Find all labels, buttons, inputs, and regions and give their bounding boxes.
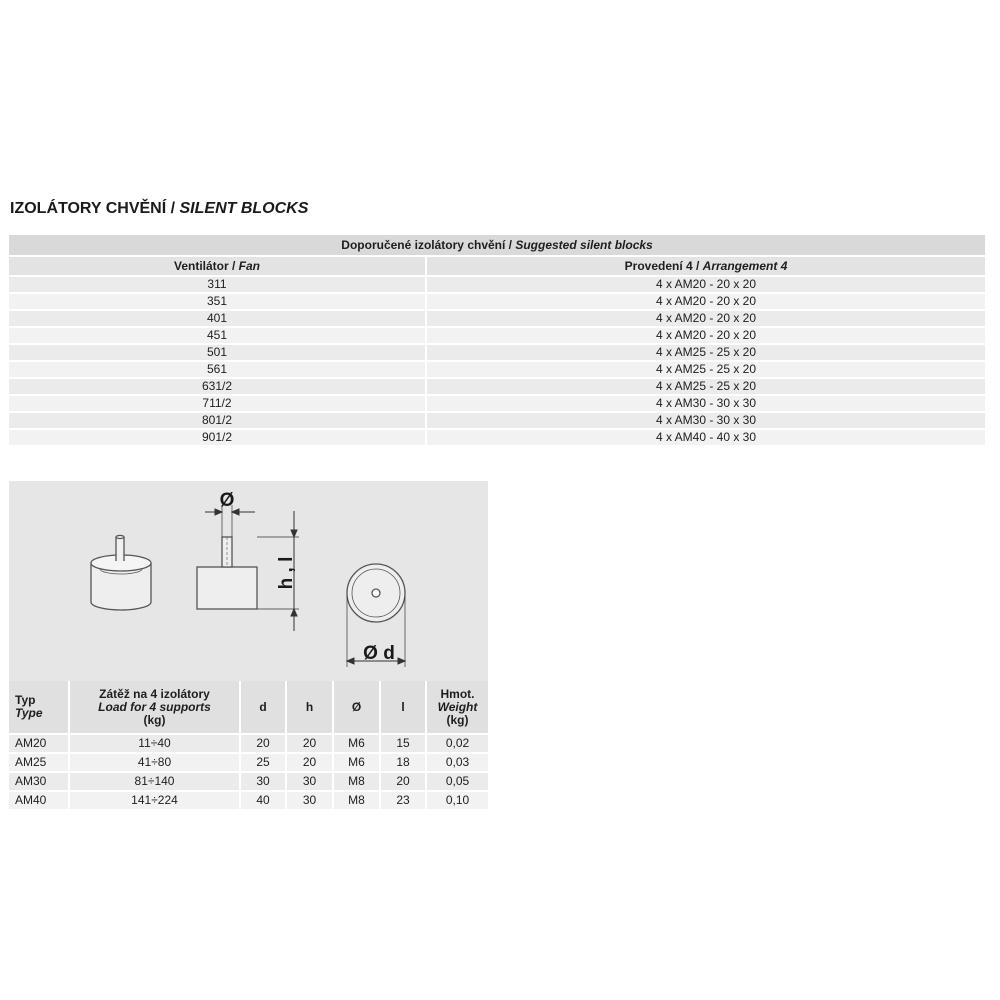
diameter-label: Ø <box>219 490 235 511</box>
column-header-l: l <box>381 681 427 733</box>
l-cell: 18 <box>381 752 427 771</box>
l-cell: 20 <box>381 771 427 790</box>
weight-cell: 0,10 <box>427 790 488 809</box>
column-header-fan <box>9 255 427 275</box>
side-view <box>197 537 257 609</box>
arrangement-cell: 4 x AM20 - 20 x 20 <box>427 275 985 292</box>
column-header-fan-text: Ventilátor / <box>173 259 239 273</box>
weight-cell: 0,02 <box>427 733 488 752</box>
table-row <box>9 326 985 343</box>
arrangement-cell: 4 x AM20 - 20 x 20 <box>427 326 985 343</box>
column-header-load <box>70 681 241 733</box>
table-row <box>9 360 985 377</box>
type-cell: AM30 <box>9 771 70 790</box>
column-header-load-en: Load for 4 supports <box>98 699 211 714</box>
silent-block-spec-table <box>9 681 488 809</box>
h-cell: 20 <box>287 733 334 752</box>
fan-cell: 311 <box>9 275 427 292</box>
load-cell: 41÷80 <box>70 752 241 771</box>
weight-cell: 0,05 <box>427 771 488 790</box>
fan-cell: 351 <box>9 292 427 309</box>
column-header-type-en: Type <box>15 706 43 720</box>
fan-cell: 501 <box>9 343 427 360</box>
column-header-diameter: Ø <box>334 681 381 733</box>
arrangement-cell: 4 x AM25 - 25 x 20 <box>427 377 985 394</box>
column-header-arrangement-text: Provedení 4 / <box>624 259 703 273</box>
top-view <box>347 564 405 622</box>
arrangement-cell: 4 x AM20 - 20 x 20 <box>427 309 985 326</box>
diameter-cell: M6 <box>334 733 381 752</box>
diameter-cell: M8 <box>334 790 381 809</box>
column-header-weight-unit: (kg) <box>446 712 469 727</box>
arrangement-cell: 4 x AM25 - 25 x 20 <box>427 360 985 377</box>
column-header-fan-italic: Fan <box>238 259 261 273</box>
silent-block-drawing <box>9 481 488 681</box>
load-cell: 11÷40 <box>70 733 241 752</box>
perspective-view <box>91 536 151 611</box>
table-row <box>9 292 985 309</box>
l-cell: 23 <box>381 790 427 809</box>
column-header-load-cz: Zátěž na 4 izolátory <box>99 686 210 701</box>
arrangement-cell: 4 x AM30 - 30 x 30 <box>427 394 985 411</box>
column-header-weight <box>427 681 488 733</box>
arrangement-cell: 4 x AM20 - 20 x 20 <box>427 292 985 309</box>
column-header-h: h <box>287 681 334 733</box>
diameter-cell: M6 <box>334 752 381 771</box>
table-row <box>9 343 985 360</box>
column-header-load-unit: (kg) <box>143 712 166 727</box>
arrangement-cell: 4 x AM40 - 40 x 30 <box>427 428 985 445</box>
d-cell: 25 <box>241 752 287 771</box>
fan-cell: 901/2 <box>9 428 427 445</box>
silent-block-drawing-panel <box>9 481 488 681</box>
column-header-arrangement-italic: Arrangement 4 <box>702 259 788 273</box>
load-cell: 81÷140 <box>70 771 241 790</box>
column-header-weight-en: Weight <box>437 699 478 714</box>
column-header-type-cz: Typ <box>15 693 36 707</box>
h-cell: 20 <box>287 752 334 771</box>
arrangement-cell: 4 x AM25 - 25 x 20 <box>427 343 985 360</box>
h-cell: 30 <box>287 771 334 790</box>
column-header-arrangement <box>427 255 985 275</box>
arrangement-cell: 4 x AM30 - 30 x 30 <box>427 411 985 428</box>
column-header-type <box>9 681 70 733</box>
table-row <box>9 394 985 411</box>
height-label: h , l <box>276 556 297 590</box>
fan-cell: 401 <box>9 309 427 326</box>
table-row <box>9 733 488 752</box>
table-row <box>9 771 488 790</box>
type-cell: AM25 <box>9 752 70 771</box>
page-title <box>10 200 308 218</box>
fan-cell: 451 <box>9 326 427 343</box>
page-title-italic: SILENT BLOCKS <box>179 200 309 217</box>
table-row <box>9 275 985 292</box>
d-cell: 40 <box>241 790 287 809</box>
table-caption-italic: Suggested silent blocks <box>515 238 653 252</box>
h-cell: 30 <box>287 790 334 809</box>
table-row <box>9 377 985 394</box>
suggested-silent-blocks-table <box>9 235 985 445</box>
diameter-d-label: Ø d <box>363 643 395 664</box>
table-caption <box>9 235 985 255</box>
table-row <box>9 790 488 809</box>
table-row <box>9 309 985 326</box>
type-cell: AM40 <box>9 790 70 809</box>
d-cell: 20 <box>241 733 287 752</box>
column-header-weight-cz: Hmot. <box>440 686 475 701</box>
type-cell: AM20 <box>9 733 70 752</box>
page-title-main: IZOLÁTORY CHVĚNÍ / <box>10 200 180 217</box>
weight-cell: 0,03 <box>427 752 488 771</box>
fan-cell: 561 <box>9 360 427 377</box>
table-row <box>9 752 488 771</box>
load-cell: 141÷224 <box>70 790 241 809</box>
table-caption-text: Doporučené izolátory chvění / <box>341 238 516 252</box>
fan-cell: 711/2 <box>9 394 427 411</box>
column-header-d: d <box>241 681 287 733</box>
fan-cell: 801/2 <box>9 411 427 428</box>
diameter-cell: M8 <box>334 771 381 790</box>
l-cell: 15 <box>381 733 427 752</box>
fan-cell: 631/2 <box>9 377 427 394</box>
table-row <box>9 428 985 445</box>
d-cell: 30 <box>241 771 287 790</box>
table-row <box>9 411 985 428</box>
